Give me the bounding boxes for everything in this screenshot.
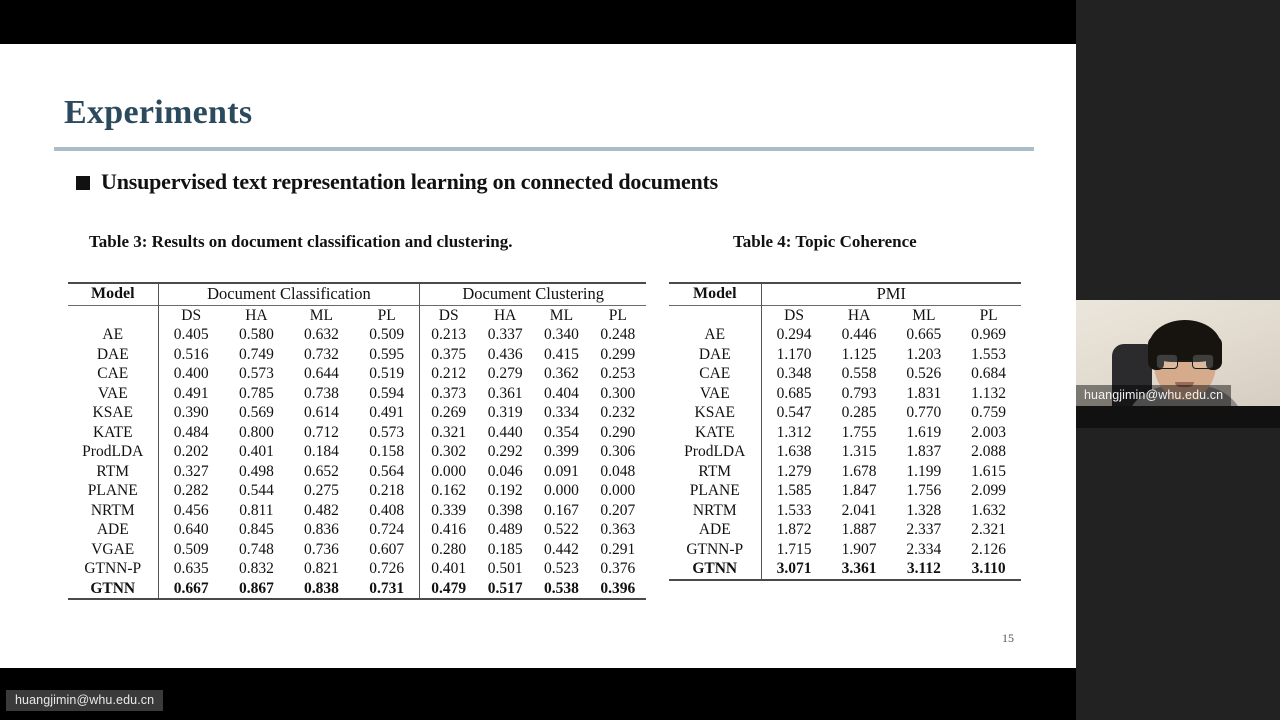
- table-row: [669, 423, 1021, 443]
- table-cell-value: 0.736: [303, 540, 339, 558]
- table-cell-value: 1.872: [761, 520, 827, 540]
- table-row: [669, 345, 1021, 365]
- table-cell-model: RTM: [96, 462, 130, 480]
- table-cell-value: 0.594: [369, 384, 405, 402]
- table-cell-model: PLANE: [87, 482, 138, 499]
- table-cell-model: ADE: [96, 521, 129, 538]
- glasses-icon: [1156, 354, 1214, 369]
- subheader-spacer: [669, 305, 761, 325]
- table-cell-value: 0.517: [487, 579, 523, 597]
- table-cell-value: 3.112: [906, 560, 941, 577]
- table-cell-value: 0.285: [841, 404, 877, 421]
- column-subheader: HA: [477, 305, 533, 325]
- table-cell-model: CAE: [97, 365, 129, 382]
- table-cell-value: 0.821: [303, 560, 339, 577]
- table-cell-value: 1.132: [971, 384, 1007, 402]
- table-cell-value: 0.738: [303, 384, 339, 402]
- table-cell-value: 0.390: [158, 403, 224, 423]
- table-cell-value: 0.793: [841, 384, 877, 402]
- table-cell-value: 1.203: [906, 345, 942, 363]
- table-cell-model: VAE: [97, 384, 128, 402]
- table-cell-value: 0.726: [369, 560, 405, 577]
- table-cell-model: VAE: [699, 384, 730, 402]
- table-cell-value: 0.731: [369, 579, 405, 597]
- bullet-line: [76, 169, 718, 195]
- table-cell-model: GTNN: [692, 560, 738, 577]
- table-group-header-row: [669, 283, 1021, 305]
- table-row: [669, 520, 1021, 540]
- table-cell-value: 3.361: [841, 560, 877, 577]
- table-cell-value: 1.907: [841, 540, 877, 558]
- table-row: [68, 403, 646, 423]
- table-cell-value: 0.401: [238, 443, 274, 460]
- table-cell-value: 0.491: [158, 384, 224, 404]
- column-subheader: ML: [289, 305, 354, 325]
- table-cell-value: 1.887: [841, 521, 877, 538]
- table-cell-value: 1.553: [971, 345, 1007, 363]
- table-cell-value: 0.046: [487, 462, 523, 480]
- title-divider: [54, 147, 1034, 151]
- table-cell-value: 0.509: [158, 540, 224, 560]
- table-cell-value: 0.212: [420, 364, 477, 384]
- table-cell-value: 0.558: [841, 365, 877, 382]
- table-cell-value: 0.456: [158, 501, 224, 521]
- table-cell-model: NRTM: [90, 501, 135, 519]
- table-cell-model: KSAE: [694, 404, 735, 421]
- table-cell-value: 0.516: [158, 345, 224, 365]
- glasses-lens-left: [1156, 354, 1178, 369]
- table-cell-value: 0.306: [600, 443, 636, 460]
- table-cell-value: 0.569: [238, 404, 274, 421]
- table-cell-model: GTNN-P: [686, 540, 744, 558]
- table-cell-value: 0.442: [543, 540, 579, 558]
- shared-slide: [0, 44, 1076, 668]
- table-cell-value: 0.321: [420, 423, 477, 443]
- table-cell-value: 0.340: [543, 326, 579, 343]
- table-row: [68, 540, 646, 560]
- table-cell-value: 0.376: [600, 560, 636, 577]
- column-subheader: DS: [761, 305, 827, 325]
- table-row: [68, 345, 646, 365]
- table-cell-value: 0.845: [238, 521, 274, 538]
- table-row: [68, 462, 646, 482]
- table-cell-value: 0.280: [420, 540, 477, 560]
- subheader-spacer: [68, 305, 158, 325]
- bullet-text: Unsupervised text representation learning on connected documents: [101, 169, 719, 194]
- table-cell-value: 0.969: [971, 326, 1007, 343]
- table-cell-value: 0.292: [487, 443, 523, 460]
- table-cell-value: 0.269: [420, 403, 477, 423]
- bullet-square-icon: [76, 176, 90, 190]
- table-cell-value: 0.836: [303, 521, 339, 538]
- table-cell-value: 0.635: [158, 559, 224, 579]
- table-cell-value: 0.712: [303, 423, 339, 441]
- table-cell-value: 2.126: [971, 540, 1007, 558]
- table-cell-value: 0.185: [487, 540, 523, 558]
- table-cell-model: RTM: [698, 462, 732, 480]
- table-cell-value: 0.684: [971, 365, 1007, 382]
- slide-page-number: 15: [1002, 631, 1014, 645]
- table-subheader-row: [669, 305, 1021, 325]
- table-cell-model: PLANE: [689, 482, 740, 499]
- column-subheader: ML: [533, 305, 589, 325]
- table-cell-value: 0.685: [761, 384, 827, 404]
- table-cell-value: 0.000: [600, 482, 636, 499]
- table-cell-value: 0.482: [303, 501, 339, 519]
- table-cell-value: 1.619: [906, 423, 942, 441]
- table-cell-value: 1.615: [971, 462, 1007, 480]
- table-cell-value: 0.213: [420, 325, 477, 345]
- table-cell-value: 1.312: [761, 423, 827, 443]
- table-cell-value: 0.501: [487, 560, 523, 577]
- table-cell-value: 0.282: [158, 481, 224, 501]
- table-cell-value: 0.400: [158, 364, 224, 384]
- table-cell-value: 0.398: [487, 501, 523, 519]
- table4: [669, 282, 1021, 582]
- table-row: [669, 403, 1021, 423]
- table-cell-value: 0.811: [239, 501, 274, 519]
- table3: [68, 282, 646, 601]
- table-cell-value: 1.170: [761, 345, 827, 365]
- webcam-tile[interactable]: [1076, 300, 1280, 428]
- table-cell-value: 1.632: [971, 501, 1007, 519]
- table-cell-value: 0.832: [238, 560, 274, 577]
- table-cell-value: 0.580: [238, 326, 274, 343]
- table-row: [68, 325, 646, 345]
- table-cell-value: 1.755: [841, 423, 877, 441]
- column-subheader: PL: [590, 305, 646, 325]
- table-cell-value: 0.748: [238, 540, 274, 558]
- table-cell-value: 0.547: [761, 403, 827, 423]
- table-cell-model: ADE: [698, 521, 731, 538]
- table-row: [68, 481, 646, 501]
- table-cell-model: AE: [704, 326, 726, 343]
- table-cell-value: 0.248: [600, 326, 636, 343]
- table-cell-model: DAE: [96, 345, 129, 363]
- table-cell-value: 0.489: [487, 521, 523, 538]
- table-cell-value: 1.715: [761, 540, 827, 560]
- table-bottom-rule-row: [68, 599, 646, 601]
- table-cell-value: 1.837: [906, 443, 942, 460]
- column-subheader: HA: [224, 305, 289, 325]
- table-cell-value: 0.362: [543, 365, 579, 382]
- table-row: [68, 364, 646, 384]
- table-cell-value: 2.088: [971, 443, 1007, 460]
- table3-container: [68, 282, 646, 601]
- table-cell-value: 0.218: [369, 482, 405, 499]
- table-cell-value: 0.595: [369, 345, 405, 363]
- table-cell-value: 0.354: [543, 423, 579, 441]
- table-cell-value: 0.275: [303, 482, 339, 499]
- table-cell-value: 0.399: [543, 443, 579, 460]
- table-row: [68, 559, 646, 579]
- table-row: [669, 559, 1021, 580]
- table-cell-value: 0.484: [158, 423, 224, 443]
- table-cell-value: 0.522: [543, 521, 579, 538]
- table-cell-value: 0.339: [420, 501, 477, 521]
- table-cell-value: 0.644: [303, 365, 339, 382]
- table-cell-value: 0.167: [543, 501, 579, 519]
- table-cell-value: 0.614: [303, 404, 339, 421]
- table-cell-value: 0.405: [158, 325, 224, 345]
- column-subheader: PL: [956, 305, 1021, 325]
- table-cell-value: 2.321: [971, 521, 1007, 538]
- table-cell-value: 0.232: [600, 404, 636, 421]
- table-cell-value: 0.573: [238, 365, 274, 382]
- column-subheader: DS: [420, 305, 477, 325]
- table4-caption: Table 4: Topic Coherence: [733, 232, 917, 251]
- column-header-model: Model: [669, 283, 761, 305]
- table4-container: [669, 282, 1021, 582]
- table-cell-value: 1.638: [761, 442, 827, 462]
- column-group-header: PMI: [761, 283, 1021, 305]
- table-cell-value: 0.446: [841, 326, 877, 343]
- table-cell-model: VGAE: [91, 540, 135, 558]
- table-cell-value: 0.299: [600, 345, 636, 363]
- table-cell-value: 0.334: [543, 404, 579, 421]
- table-cell-value: 0.396: [600, 579, 636, 597]
- table-cell-value: 1.199: [906, 462, 942, 480]
- table-cell-value: 0.509: [369, 326, 405, 343]
- table-cell-value: 0.564: [369, 462, 405, 480]
- table-cell-value: 0.048: [600, 462, 636, 480]
- table-cell-value: 0.290: [600, 423, 636, 441]
- table-cell-value: 0.785: [238, 384, 274, 402]
- table-cell-model: NRTM: [692, 501, 737, 519]
- table-cell-value: 0.607: [369, 540, 405, 558]
- table-subheader-row: [68, 305, 646, 325]
- table-cell-value: 0.361: [487, 384, 523, 402]
- table-cell-value: 0.749: [238, 345, 274, 363]
- table-cell-value: 0.375: [420, 345, 477, 365]
- table-cell-value: 0.373: [420, 384, 477, 404]
- table-cell-value: 0.652: [303, 462, 339, 480]
- table-row: [68, 579, 646, 600]
- table-cell-value: 0.526: [906, 365, 942, 382]
- table-cell-value: 0.300: [600, 384, 636, 402]
- table-cell-value: 0.401: [420, 559, 477, 579]
- table-bottom-rule: [669, 580, 1021, 582]
- table-row: [669, 384, 1021, 404]
- table-cell-value: 0.319: [487, 404, 523, 421]
- table-cell-value: 1.847: [841, 482, 877, 499]
- table-row: [669, 364, 1021, 384]
- table-cell-value: 0.416: [420, 520, 477, 540]
- table-cell-value: 1.125: [841, 345, 877, 363]
- table-cell-model: GTNN: [90, 579, 136, 597]
- webcam-name-label: huangjimin@whu.edu.cn: [1076, 385, 1231, 406]
- table-cell-value: 3.071: [761, 559, 827, 580]
- table-cell-value: 0.436: [487, 345, 523, 363]
- table-cell-value: 1.328: [906, 501, 942, 519]
- table-cell-value: 0.348: [761, 364, 827, 384]
- webcam-bottom-bar: [1076, 406, 1280, 428]
- table-cell-value: 0.302: [420, 442, 477, 462]
- table-cell-value: 3.110: [971, 560, 1006, 577]
- column-group-header: Document Clustering: [420, 283, 646, 305]
- table-cell-value: 0.479: [420, 579, 477, 600]
- table-cell-value: 0.000: [420, 462, 477, 482]
- glasses-bridge: [1178, 360, 1192, 362]
- page-title: Experiments: [64, 94, 253, 131]
- table-cell-value: 0.363: [600, 521, 636, 538]
- table-cell-model: ProdLDA: [684, 443, 746, 460]
- table-cell-value: 1.533: [761, 501, 827, 521]
- table-cell-value: 0.440: [487, 423, 523, 441]
- table-cell-value: 0.408: [369, 501, 405, 519]
- table-cell-value: 1.756: [906, 482, 942, 499]
- self-name-label: huangjimin@whu.edu.cn: [6, 690, 163, 711]
- table-cell-value: 0.491: [369, 404, 405, 421]
- column-header-model: Model: [68, 283, 158, 305]
- table-row: [669, 325, 1021, 345]
- column-subheader: DS: [158, 305, 224, 325]
- table3-caption: Table 3: Results on document classification and clustering.: [89, 232, 513, 251]
- table-cell-value: 0.724: [369, 521, 405, 538]
- table-bottom-rule: [68, 599, 646, 601]
- table-cell-value: 0.327: [158, 462, 224, 482]
- table-row: [68, 501, 646, 521]
- table-cell-value: 2.003: [971, 423, 1007, 441]
- column-subheader: HA: [827, 305, 892, 325]
- table-cell-value: 0.294: [761, 325, 827, 345]
- table-cell-value: 0.544: [238, 482, 274, 499]
- table-row: [68, 423, 646, 443]
- column-subheader: PL: [354, 305, 420, 325]
- table-group-header-row: [68, 283, 646, 305]
- table-cell-value: 1.315: [841, 443, 877, 460]
- table-cell-value: 0.573: [369, 423, 405, 441]
- table-cell-value: 0.192: [487, 482, 523, 499]
- table-cell-model: ProdLDA: [82, 443, 144, 460]
- table-cell-value: 0.632: [303, 326, 339, 343]
- table-cell-value: 2.334: [906, 540, 942, 558]
- table-bottom-rule-row: [669, 580, 1021, 582]
- table-cell-value: 1.585: [761, 481, 827, 501]
- table-cell-model: AE: [102, 326, 124, 343]
- table-cell-value: 0.759: [971, 404, 1007, 421]
- table-cell-value: 2.041: [841, 501, 877, 519]
- table-cell-value: 0.291: [600, 540, 636, 558]
- table-cell-model: CAE: [699, 365, 731, 382]
- table-cell-value: 0.415: [543, 345, 579, 363]
- table-row: [669, 501, 1021, 521]
- table-cell-value: 0.800: [238, 423, 274, 441]
- table-cell-value: 0.158: [369, 443, 405, 460]
- table-cell-value: 0.640: [158, 520, 224, 540]
- table-cell-value: 0.207: [600, 501, 636, 519]
- table-cell-value: 0.867: [238, 579, 274, 597]
- table-cell-model: GTNN-P: [84, 560, 142, 577]
- table-row: [669, 462, 1021, 482]
- table-cell-model: KATE: [694, 423, 735, 441]
- table-cell-value: 0.498: [238, 462, 274, 480]
- table-cell-value: 0.253: [600, 365, 636, 382]
- table-cell-value: 0.838: [303, 579, 339, 597]
- table-row: [68, 442, 646, 462]
- table-cell-value: 0.279: [487, 365, 523, 382]
- table-cell-value: 0.000: [543, 482, 579, 499]
- table-cell-model: KSAE: [92, 404, 133, 421]
- table-cell-value: 2.099: [971, 482, 1007, 499]
- table-row: [669, 442, 1021, 462]
- table-cell-model: KATE: [92, 423, 133, 441]
- column-subheader: ML: [891, 305, 956, 325]
- table-cell-value: 0.523: [543, 560, 579, 577]
- table-cell-value: 0.184: [303, 443, 339, 460]
- table-row: [669, 481, 1021, 501]
- table-row: [68, 384, 646, 404]
- table-cell-value: 0.665: [906, 326, 942, 343]
- table-cell-value: 0.770: [906, 404, 942, 421]
- table-cell-value: 0.667: [158, 579, 224, 600]
- table-cell-value: 0.404: [543, 384, 579, 402]
- table-cell-value: 0.538: [543, 579, 579, 597]
- table-cell-value: 0.091: [543, 462, 579, 480]
- table-cell-value: 1.831: [906, 384, 942, 402]
- table-cell-value: 0.162: [420, 481, 477, 501]
- glasses-lens-right: [1192, 354, 1214, 369]
- table-row: [669, 540, 1021, 560]
- table-cell-value: 1.279: [761, 462, 827, 482]
- table-cell-value: 2.337: [906, 521, 942, 538]
- table-row: [68, 520, 646, 540]
- table-cell-model: DAE: [698, 345, 731, 363]
- table-cell-value: 0.337: [487, 326, 523, 343]
- table-cell-value: 0.202: [158, 442, 224, 462]
- table-cell-value: 1.678: [841, 462, 877, 480]
- table-cell-value: 0.519: [369, 365, 405, 382]
- column-group-header: Document Classification: [158, 283, 420, 305]
- table-cell-value: 0.732: [303, 345, 339, 363]
